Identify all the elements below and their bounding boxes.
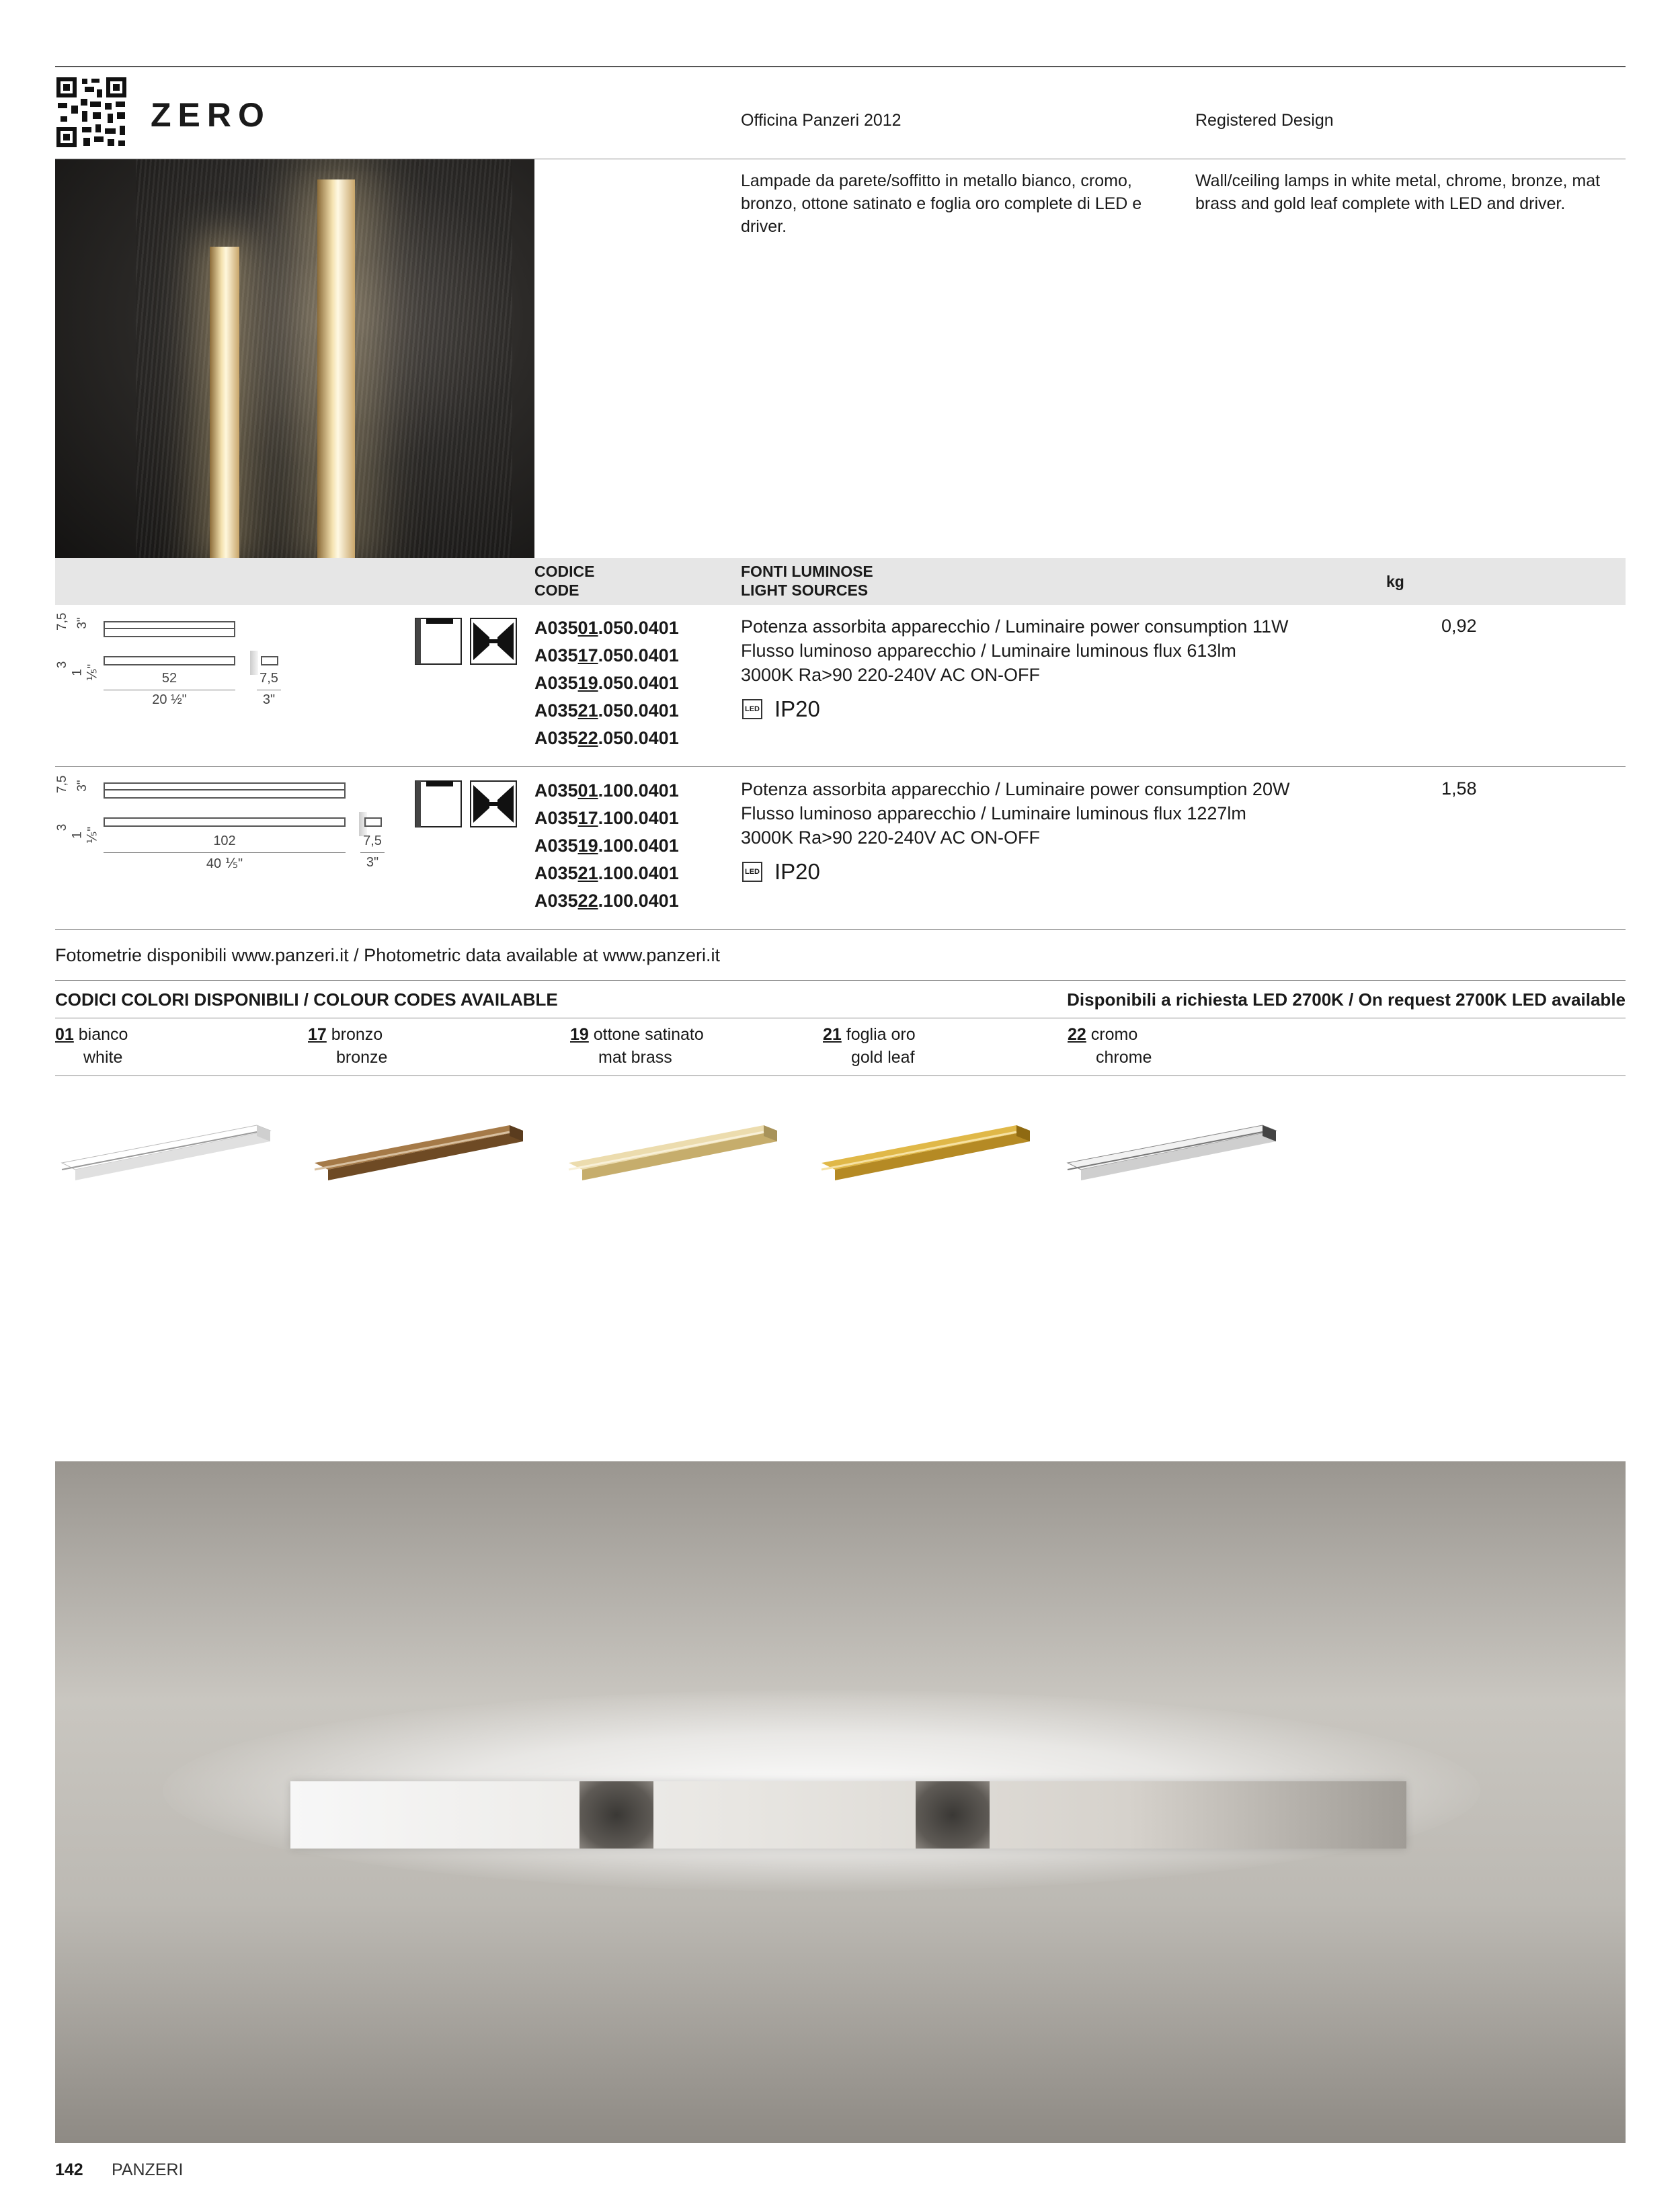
designer-label: Officina Panzeri 2012: [741, 111, 902, 130]
qr-code-icon[interactable]: [55, 76, 128, 149]
dim-depth-inch-label: 1 ⅕": [70, 826, 100, 844]
light-emission-icon: [469, 780, 518, 828]
ip-rating: IP20: [774, 696, 820, 721]
led-icon: LED: [742, 862, 762, 882]
weight-value: 0,92: [1441, 616, 1477, 636]
swatch-gold-leaf: [822, 1125, 1030, 1180]
dim-height-inch-label: 3": [75, 780, 89, 792]
product-title: ZERO: [151, 96, 271, 134]
voltage-spec: 3000K Ra>90 220-240V AC ON-OFF: [741, 665, 1040, 685]
lamp-reflection-right: [916, 1781, 990, 1849]
photometric-rule: [55, 980, 1626, 981]
product-code: A03517.050.0401: [534, 645, 679, 665]
weight-value: 1,58: [1441, 778, 1477, 799]
swatch-chrome: [1068, 1116, 1276, 1180]
colour-code-22: 22 cromo chrome: [1068, 1025, 1152, 1067]
dim-height-label: 7,5: [55, 612, 69, 631]
product-row-2: [55, 768, 1626, 929]
description-it: Lampade da parete/soffitto in metallo bianco, cromo, bronzo, ottone satinato e foglia oro complete di LED e driver.: [741, 171, 1142, 236]
light-emission-icon: [469, 617, 518, 665]
page-number: 142: [55, 2160, 83, 2179]
product-code: A03521.050.0401: [534, 700, 679, 721]
luminous-flux: Flusso luminoso apparecchio / Luminaire luminous flux 613lm: [741, 641, 1236, 661]
colour-swatches: [55, 1116, 1292, 1197]
luminous-flux: Flusso luminoso apparecchio / Luminaire luminous flux 1227lm: [741, 803, 1246, 823]
wall-mount-icon: [414, 617, 463, 665]
lamp-body: [290, 1781, 1406, 1849]
dim-width-inch-label: 3": [366, 855, 379, 870]
swatch-bronze: [315, 1125, 523, 1180]
dim-depth-label: 3: [55, 823, 69, 832]
brand-name: PANZERI: [112, 2160, 184, 2179]
lamp-front-drawing: [104, 621, 235, 637]
colour-code-19: 19 ottone satinato mat brass: [570, 1025, 704, 1067]
power-consumption: Potenza assorbita apparecchio / Luminaire power consumption 11W: [741, 616, 1289, 637]
colour-codes-heading: CODICI COLORI DISPONIBILI / COLOUR CODES AVAILABLE: [55, 989, 558, 1010]
lamp-side-drawing: [104, 817, 346, 827]
row-rule-1: [55, 766, 1626, 767]
dim-depth-label: 3: [55, 661, 69, 669]
dim-length-label: 52: [161, 671, 177, 686]
hero-photo: [55, 159, 534, 558]
description-en: Wall/ceiling lamps in white metal, chrome, bronze, mat brass and gold leaf complete with LED and driver.: [1195, 171, 1601, 213]
product-code: A03501.050.0401: [534, 618, 679, 638]
swatch-white: [62, 1125, 270, 1180]
registered-design-label: Registered Design: [1195, 111, 1334, 130]
lamp-tall: [317, 179, 355, 558]
product-codes-1: [534, 614, 679, 752]
product-code: A03519.100.0401: [534, 836, 679, 856]
led-icon: LED: [742, 699, 762, 719]
product-code: A03522.050.0401: [534, 728, 679, 748]
dim-length-inch-label: 20 ½": [152, 692, 187, 707]
dim-width-label: 7,5: [363, 834, 382, 848]
lamp-profile-drawing: [364, 817, 382, 827]
on-request-note: Disponibili a richiesta LED 2700K / On request 2700K LED available: [1067, 989, 1626, 1010]
dim-line-2: [360, 852, 385, 853]
product-specs-2: [741, 777, 1289, 850]
dim-height-label: 7,5: [55, 775, 69, 793]
lamp-reflection-left: [579, 1781, 653, 1849]
voltage-spec: 3000K Ra>90 220-240V AC ON-OFF: [741, 827, 1040, 848]
lamp-side-drawing: [104, 656, 235, 665]
product-code: A03521.100.0401: [534, 863, 679, 883]
product-specs-1: [741, 614, 1288, 687]
dim-height-inch-label: 3": [75, 617, 89, 629]
product-code: A03517.100.0401: [534, 808, 679, 828]
photometric-note[interactable]: Fotometrie disponibili www.panzeri.it / Photometric data available at www.panzeri.it: [55, 945, 720, 965]
colour-code-17: 17 bronzo bronze: [308, 1025, 388, 1067]
product-codes-2: [534, 777, 679, 915]
power-consumption: Potenza assorbita apparecchio / Luminaire power consumption 20W: [741, 779, 1290, 799]
dim-width-label: 7,5: [259, 671, 278, 686]
table-header-code: CODICE CODE: [534, 563, 595, 599]
lamp-front-drawing: [104, 782, 346, 799]
table-header-kg: kg: [1386, 573, 1404, 590]
lamp-short: [210, 247, 239, 558]
top-rule: [55, 66, 1626, 67]
dim-depth-inch-label: 1 ⅕": [70, 663, 100, 682]
dim-line: [104, 852, 346, 853]
lamp-profile-drawing: [261, 656, 278, 665]
product-code: A03522.100.0401: [534, 891, 679, 911]
product-code: A03519.050.0401: [534, 673, 679, 693]
ip-rating: IP20: [774, 859, 820, 884]
product-code: A03501.100.0401: [534, 780, 679, 801]
dim-length-inch-label: 40 ⅕": [206, 856, 243, 871]
bottom-photo: [55, 1461, 1626, 2143]
row-rule-2: [55, 929, 1626, 930]
table-header-sources: FONTI LUMINOSE LIGHT SOURCES: [741, 563, 873, 599]
wall-mount-icon: [414, 780, 463, 828]
dim-length-label: 102: [213, 834, 236, 848]
colour-code-01: 01 bianco white: [55, 1025, 128, 1067]
product-row-1: [55, 605, 1626, 766]
swatch-mat-brass: [569, 1125, 777, 1180]
dim-width-inch-label: 3": [262, 692, 276, 707]
colour-code-21: 21 foglia oro gold leaf: [823, 1025, 916, 1067]
